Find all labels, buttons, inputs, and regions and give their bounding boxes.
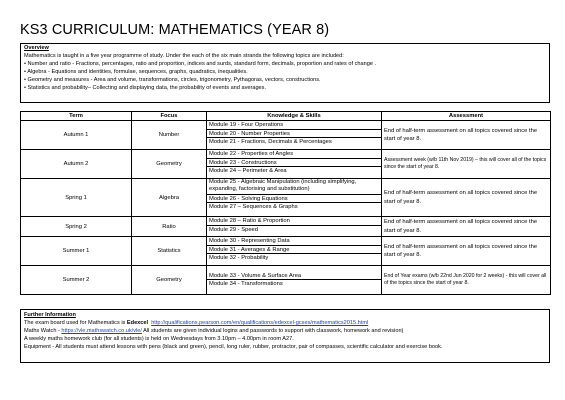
overview-section [20,43,550,103]
table-row [21,121,551,150]
overview-bullet-text: Algebra - Equations and identities, formulae, sequences, graphs, quadratics, inequalities. [27,68,248,75]
header-term: Term [21,112,132,121]
table-row [21,217,551,237]
term-cell: Autumn 1 [21,121,132,150]
focus-cell: Number [132,121,207,150]
header-assessment: Assessment [382,112,551,121]
module-item: Module 20 - Number Properties [207,130,381,139]
overview-bullet-text: Statistics and probability– Collecting and displaying data, the probability of events and averages. [27,84,267,91]
homework-club-line: A weekly maths homework club (for all students) is held on Wednesdays from 3.10pm – 4.00pm in room A27. [24,336,294,343]
module-item: Module 34 - Transformations [209,281,283,287]
modules-cell [207,217,382,237]
module-item: Module 31 - Averages & Range [207,246,381,255]
exam-board-line [24,319,546,327]
assessment-cell: End of half-term assessment on all topics covered since the start of year 8. [382,121,551,150]
overview-bullet-text: Geometry and measures - Area and volume, transformations, circles, trigonometry, Pythagoras, vectors, constructions. [27,76,321,83]
term-cell: Summer 2 [21,266,132,295]
module-item: Module 29 - Speed [209,226,258,233]
module-item: Module 21 - Fractions, Decimals & Percentages [209,139,332,145]
overview-bullet: • Statistics and probability– Collecting and displaying data, the probability of events and averages. [24,84,267,91]
focus-cell: Geometry [132,266,207,295]
module-item: Module 25 - Algebraic Manipulation (including simplifying, expanding, factorising and substitution) [207,179,381,195]
overview-intro: Mathematics is taught in a five year programme of study. Under the each of the six main strands the following topics are included: [24,52,344,59]
term-cell: Autumn 2 [21,150,132,179]
focus-cell: Statistics [132,237,207,266]
exam-board-text: The exam board used for Mathematics is [24,320,127,327]
header-focus: Focus [132,112,207,121]
table-row [21,237,551,266]
term-cell: Summer 1 [21,237,132,266]
further-information-section [20,309,550,363]
overview-bullet: • Number and ratio - Fractions, percentages, ratio and proportion, indices and surds, standard form, decimals, proportion and rates of change . [24,60,377,67]
term-cell: Spring 2 [21,217,132,237]
overview-bullet-text: Number and ratio - Fractions, percentages, ratio and proportion, indices and surds, standard form, decimals, proportion and rates of change . [27,60,377,67]
overview-bullet: • Algebra - Equations and identities, formulae, sequences, graphs, quadratics, inequalities. [24,68,248,75]
page-title: KS3 CURRICULUM: MATHEMATICS (YEAR 8) [20,22,330,38]
curriculum-table [20,111,551,295]
term-cell: Spring 1 [21,179,132,217]
exam-board-name: Edexcel [126,320,149,327]
maths-watch-line [24,327,546,335]
module-item: Module 27 – Sequences & Graphs [209,204,298,211]
exam-board-link[interactable]: http://qualifications.pearson.com/en/qualifications/edexcel-gcses/mathematics2015.html [151,320,369,327]
overview-heading: Overview [24,45,49,51]
modules-cell [207,237,382,266]
module-item: Module 22 - Properties of Angles [207,150,381,159]
assessment-cell: End of half-term assessment on all topics covered since the start of year 8. [382,179,551,217]
equipment-line: Equipment - All students must attend lessons with pens (black and green), pencil, long ruler, rubber, protractor, pair of compasses, scientific calculator and exercise book. [24,344,443,351]
module-item: Module 32 - Probability [209,255,269,261]
maths-watch-label: Maths Watch - [24,328,62,335]
table-row [21,179,551,217]
table-row [21,150,551,179]
table-header-row [21,112,551,121]
module-item: Module 33 - Volume & Surface Area [207,272,381,281]
assessment-cell: Assessment week (w/b 11th Nov 2019) – this will cover all of the topics since the start of year 8. [382,150,551,179]
module-item: Module 23 - Constructions [207,159,381,168]
module-item: Module 19 - Four Operations [207,121,381,130]
focus-cell: Algebra [132,179,207,217]
module-item: Module 26 - Solving Equations [207,195,381,204]
table-row [21,266,551,295]
further-heading: Further Information [24,312,76,318]
focus-cell: Ratio [132,217,207,237]
header-knowledge-skills: Knowledge & Skills [207,112,382,121]
overview-bullet: • Geometry and measures - Area and volume, transformations, circles, trigonometry, Pythagoras, vectors, constructions. [24,76,321,83]
modules-cell [207,121,382,150]
modules-cell [207,266,382,295]
assessment-cell: End of half-term assessment on all topics covered since the start of year 8. [382,217,551,237]
maths-watch-link[interactable]: https://vle.mathswatch.co.uk/vle/ [61,328,142,335]
modules-cell [207,179,382,217]
module-item: Module 24 – Perimeter & Area [209,168,287,174]
assessment-cell: End of half-term assessment on all topics covered since the start of year 8. [382,237,551,266]
modules-cell [207,150,382,179]
focus-cell: Geometry [132,150,207,179]
module-item: Module 28 – Ratio & Proportion [207,217,381,226]
maths-watch-text: All students are given individual logins and passwords to support with classwork, homework and revision) [141,328,404,335]
assessment-cell: End of Year exams (w/b 22nd Jun 2020 for 2 weeks) - this will cover all of the topics since the start of year 8. [382,266,551,295]
module-item: Module 30 - Representing Data [207,237,381,246]
